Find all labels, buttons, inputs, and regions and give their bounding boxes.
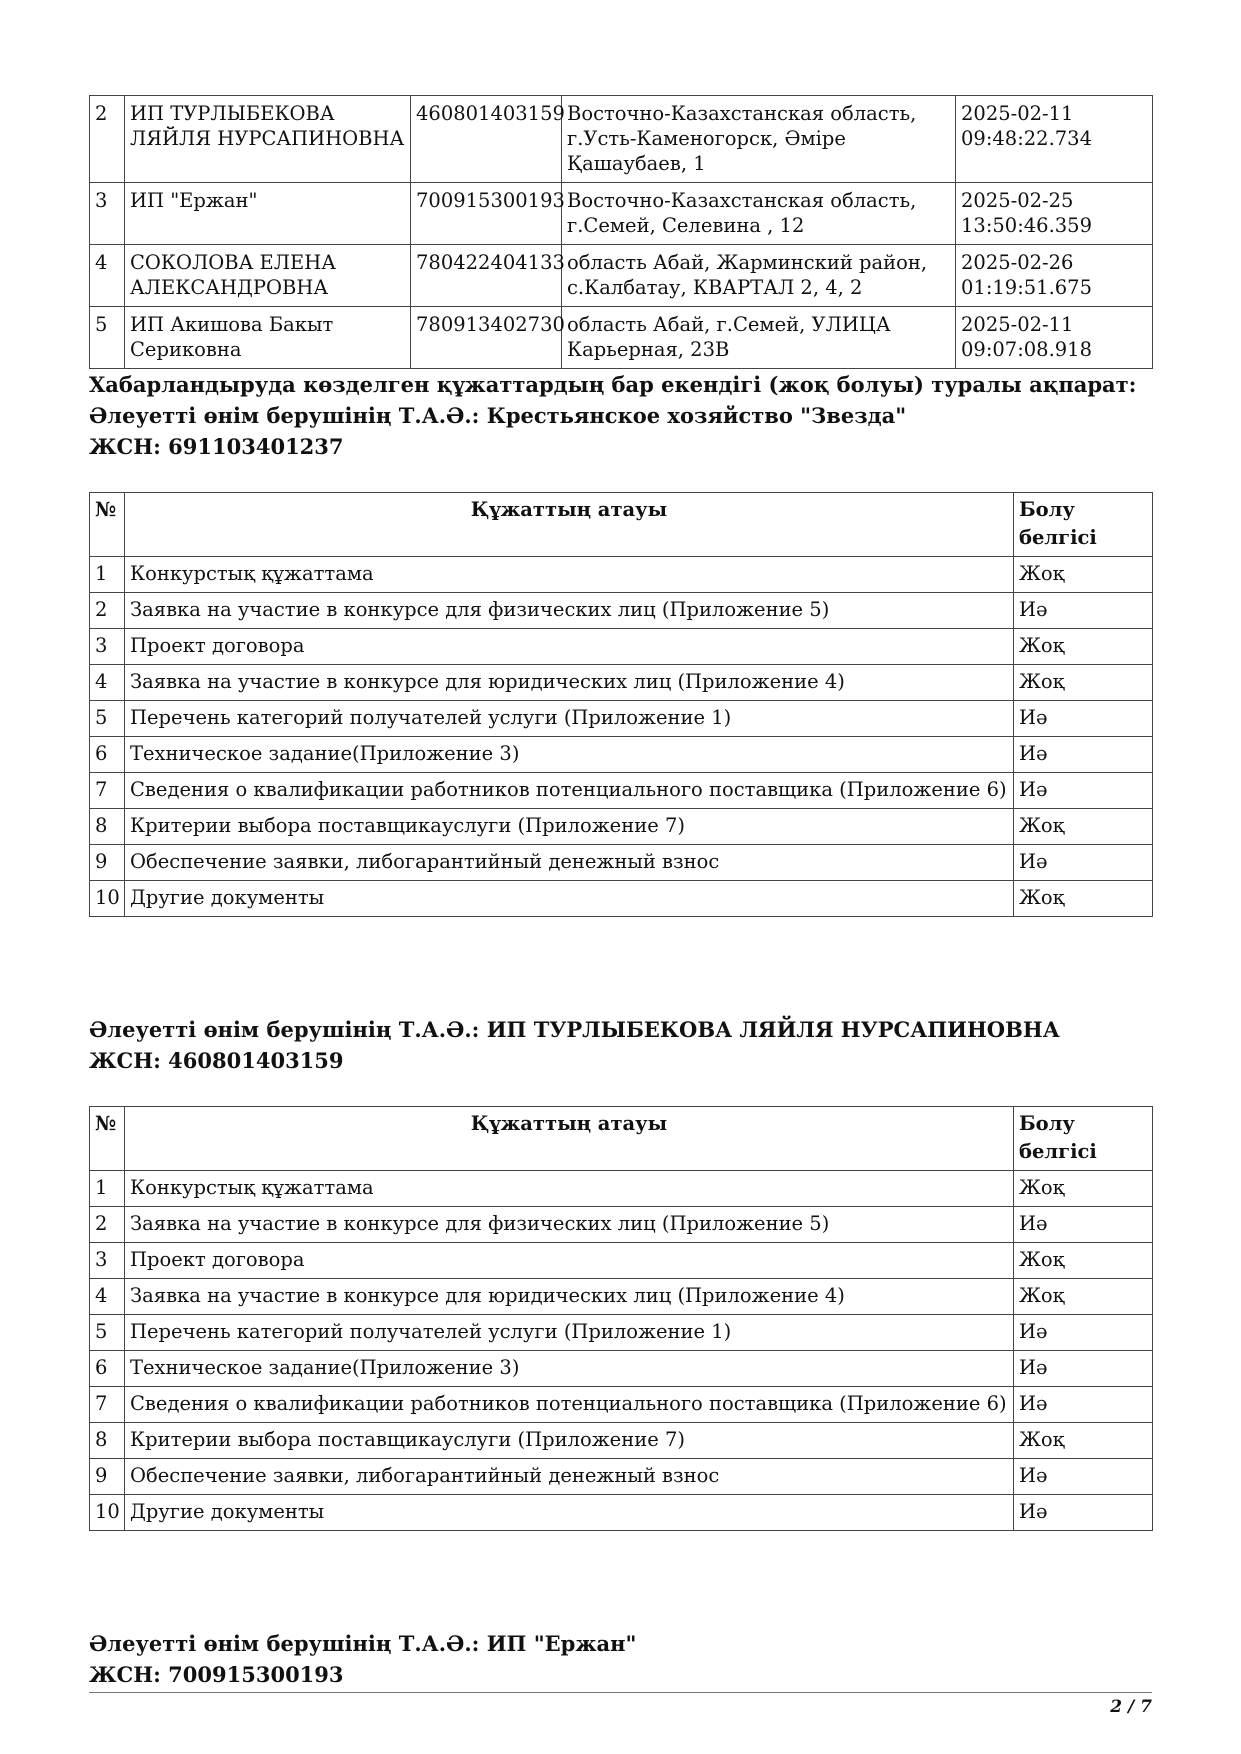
submission-date: 2025-02-11 09:07:08.918 bbox=[956, 307, 1153, 369]
doc-status: Жоқ bbox=[1014, 1279, 1153, 1315]
doc-number: 4 bbox=[90, 665, 125, 701]
table-row bbox=[90, 881, 1153, 917]
doc-status: Иә bbox=[1014, 845, 1153, 881]
header-document-name: Құжаттың атауы bbox=[125, 1107, 1014, 1171]
doc-name: Заявка на участие в конкурсе для физических лиц (Приложение 5) bbox=[125, 593, 1014, 629]
documents-table bbox=[89, 492, 1153, 917]
supplier-name-heading: Әлеуетті өнім берушінің Т.А.Ә.: ИП "Ержан" bbox=[89, 1631, 637, 1656]
supplier-iin-heading: ЖСН: 700915300193 bbox=[89, 1662, 344, 1687]
participant-iin: 780913402730 bbox=[411, 307, 562, 369]
participant-iin: 460801403159 bbox=[411, 96, 562, 183]
table-row bbox=[90, 1459, 1153, 1495]
header-number: № bbox=[90, 493, 125, 557]
doc-number: 3 bbox=[90, 1243, 125, 1279]
doc-name: Сведения о квалификации работников потенциального поставщика (Приложение 6) bbox=[125, 773, 1014, 809]
doc-name: Конкурстық құжаттама bbox=[125, 557, 1014, 593]
participant-address: Восточно-Казахстанская область, г.Усть-Каменогорск, Әміре Қашаубаев, 1 bbox=[562, 96, 956, 183]
footer-divider bbox=[89, 1692, 1152, 1693]
table-row bbox=[90, 809, 1153, 845]
header-status: Болу белгісі bbox=[1014, 493, 1153, 557]
supplier-iin-heading: ЖСН: 691103401237 bbox=[89, 434, 344, 459]
participant-name: ИП "Ержан" bbox=[125, 183, 411, 245]
page-number: 2 / 7 bbox=[1110, 1697, 1152, 1717]
doc-number: 4 bbox=[90, 1279, 125, 1315]
header-document-name: Құжаттың атауы bbox=[125, 493, 1014, 557]
submission-date: 2025-02-25 13:50:46.359 bbox=[956, 183, 1153, 245]
doc-name: Проект договора bbox=[125, 1243, 1014, 1279]
doc-number: 10 bbox=[90, 881, 125, 917]
doc-number: 10 bbox=[90, 1495, 125, 1531]
doc-status: Жоқ bbox=[1014, 881, 1153, 917]
table-header-row bbox=[90, 1107, 1153, 1171]
doc-number: 9 bbox=[90, 1459, 125, 1495]
table-row bbox=[90, 245, 1153, 307]
doc-number: 8 bbox=[90, 809, 125, 845]
doc-status: Иә bbox=[1014, 737, 1153, 773]
documents-table bbox=[89, 1106, 1153, 1531]
participant-address: область Абай, г.Семей, УЛИЦА Карьерная, 23В bbox=[562, 307, 956, 369]
table-row bbox=[90, 773, 1153, 809]
row-number: 4 bbox=[90, 245, 125, 307]
header-number: № bbox=[90, 1107, 125, 1171]
table-row bbox=[90, 1387, 1153, 1423]
doc-status: Иә bbox=[1014, 1207, 1153, 1243]
doc-status: Жоқ bbox=[1014, 557, 1153, 593]
table-row bbox=[90, 1315, 1153, 1351]
table-row bbox=[90, 307, 1153, 369]
doc-number: 5 bbox=[90, 1315, 125, 1351]
doc-name: Другие документы bbox=[125, 881, 1014, 917]
doc-status: Иә bbox=[1014, 1459, 1153, 1495]
doc-number: 6 bbox=[90, 1351, 125, 1387]
participants-table bbox=[89, 95, 1153, 369]
doc-number: 7 bbox=[90, 773, 125, 809]
doc-status: Иә bbox=[1014, 701, 1153, 737]
supplier-name-heading: Әлеуетті өнім берушінің Т.А.Ә.: ИП ТУРЛЫБЕКОВА ЛЯЙЛЯ НУРСАПИНОВНА bbox=[89, 1017, 1060, 1042]
doc-name: Сведения о квалификации работников потенциального поставщика (Приложение 6) bbox=[125, 1387, 1014, 1423]
table-row bbox=[90, 845, 1153, 881]
doc-number: 5 bbox=[90, 701, 125, 737]
row-number: 2 bbox=[90, 96, 125, 183]
table-row bbox=[90, 1423, 1153, 1459]
participant-address: Восточно-Казахстанская область, г.Семей, Селевина , 12 bbox=[562, 183, 956, 245]
table-row bbox=[90, 1243, 1153, 1279]
table-row bbox=[90, 1351, 1153, 1387]
doc-name: Проект договора bbox=[125, 629, 1014, 665]
doc-status: Иә bbox=[1014, 593, 1153, 629]
doc-number: 7 bbox=[90, 1387, 125, 1423]
doc-number: 6 bbox=[90, 737, 125, 773]
doc-number: 2 bbox=[90, 1207, 125, 1243]
doc-number: 1 bbox=[90, 557, 125, 593]
table-row bbox=[90, 665, 1153, 701]
doc-name: Заявка на участие в конкурсе для юридических лиц (Приложение 4) bbox=[125, 665, 1014, 701]
row-number: 3 bbox=[90, 183, 125, 245]
doc-number: 9 bbox=[90, 845, 125, 881]
submission-date: 2025-02-26 01:19:51.675 bbox=[956, 245, 1153, 307]
participant-address: область Абай, Жарминский район, с.Калбатау, КВАРТАЛ 2, 4, 2 bbox=[562, 245, 956, 307]
table-row bbox=[90, 96, 1153, 183]
supplier-name-heading: Әлеуетті өнім берушінің Т.А.Ә.: Крестьянское хозяйство "Звезда" bbox=[89, 403, 907, 428]
table-row bbox=[90, 1495, 1153, 1531]
doc-name: Техническое задание(Приложение 3) bbox=[125, 737, 1014, 773]
participant-iin: 700915300193 bbox=[411, 183, 562, 245]
participant-iin: 780422404133 bbox=[411, 245, 562, 307]
doc-status: Жоқ bbox=[1014, 665, 1153, 701]
table-row bbox=[90, 701, 1153, 737]
doc-name: Обеспечение заявки, либогарантийный денежный взнос bbox=[125, 1459, 1014, 1495]
table-row bbox=[90, 1207, 1153, 1243]
participant-name: ИП Акишова Бакыт Сериковна bbox=[125, 307, 411, 369]
submission-date: 2025-02-11 09:48:22.734 bbox=[956, 96, 1153, 183]
participant-name: ИП ТУРЛЫБЕКОВА ЛЯЙЛЯ НУРСАПИНОВНА bbox=[125, 96, 411, 183]
table-row bbox=[90, 183, 1153, 245]
doc-name: Заявка на участие в конкурсе для физических лиц (Приложение 5) bbox=[125, 1207, 1014, 1243]
doc-status: Иә bbox=[1014, 1387, 1153, 1423]
table-row bbox=[90, 737, 1153, 773]
doc-name: Перечень категорий получателей услуги (Приложение 1) bbox=[125, 1315, 1014, 1351]
doc-name: Техническое задание(Приложение 3) bbox=[125, 1351, 1014, 1387]
doc-name: Конкурстық құжаттама bbox=[125, 1171, 1014, 1207]
doc-name: Критерии выбора поставщикауслуги (Приложение 7) bbox=[125, 1423, 1014, 1459]
doc-status: Жоқ bbox=[1014, 1423, 1153, 1459]
doc-number: 3 bbox=[90, 629, 125, 665]
doc-status: Жоқ bbox=[1014, 629, 1153, 665]
doc-name: Перечень категорий получателей услуги (Приложение 1) bbox=[125, 701, 1014, 737]
doc-status: Иә bbox=[1014, 1495, 1153, 1531]
doc-number: 8 bbox=[90, 1423, 125, 1459]
doc-status: Иә bbox=[1014, 1315, 1153, 1351]
doc-status: Жоқ bbox=[1014, 809, 1153, 845]
section-title: Хабарландыруда көзделген құжаттардың бар екендігі (жоқ болуы) туралы ақпарат: bbox=[89, 372, 1137, 397]
table-header-row bbox=[90, 493, 1153, 557]
table-row bbox=[90, 629, 1153, 665]
doc-name: Критерии выбора поставщикауслуги (Приложение 7) bbox=[125, 809, 1014, 845]
doc-status: Жоқ bbox=[1014, 1171, 1153, 1207]
doc-name: Обеспечение заявки, либогарантийный денежный взнос bbox=[125, 845, 1014, 881]
doc-status: Жоқ bbox=[1014, 1243, 1153, 1279]
doc-name: Заявка на участие в конкурсе для юридических лиц (Приложение 4) bbox=[125, 1279, 1014, 1315]
doc-status: Иә bbox=[1014, 1351, 1153, 1387]
row-number: 5 bbox=[90, 307, 125, 369]
table-row bbox=[90, 557, 1153, 593]
doc-number: 2 bbox=[90, 593, 125, 629]
supplier-iin-heading: ЖСН: 460801403159 bbox=[89, 1048, 344, 1073]
header-status: Болу белгісі bbox=[1014, 1107, 1153, 1171]
table-row bbox=[90, 1279, 1153, 1315]
participant-name: СОКОЛОВА ЕЛЕНА АЛЕКСАНДРОВНА bbox=[125, 245, 411, 307]
table-row bbox=[90, 1171, 1153, 1207]
doc-status: Иә bbox=[1014, 773, 1153, 809]
doc-name: Другие документы bbox=[125, 1495, 1014, 1531]
document-page bbox=[89, 95, 1152, 1690]
table-row bbox=[90, 593, 1153, 629]
doc-number: 1 bbox=[90, 1171, 125, 1207]
